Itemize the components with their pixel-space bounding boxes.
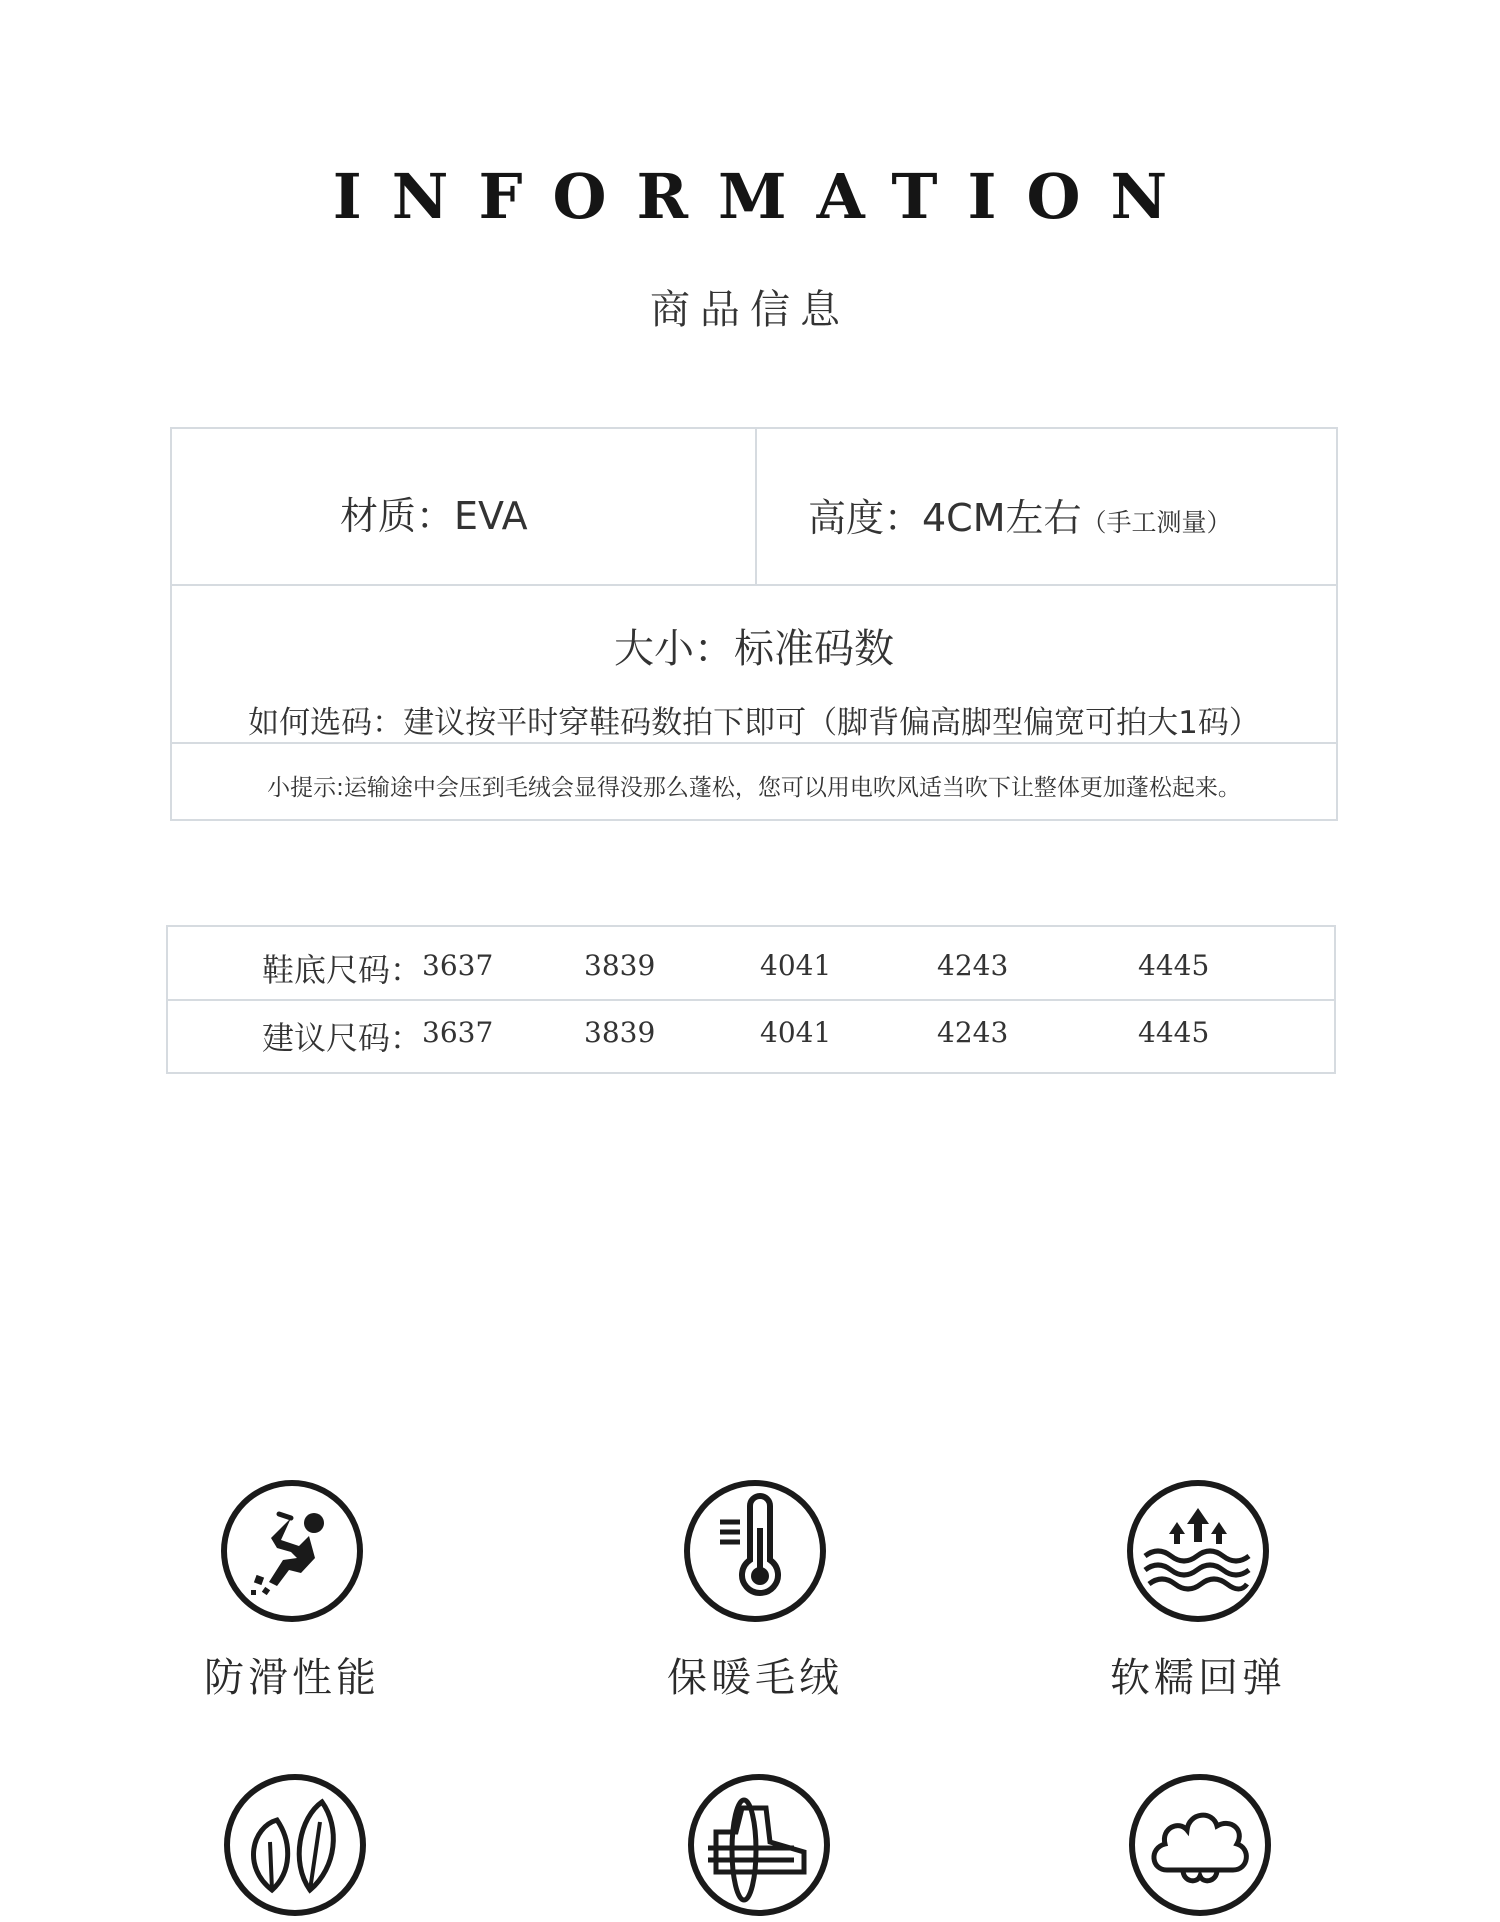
feature-soft-rebound bbox=[1048, 1478, 1348, 1703]
how-to-choose-text: 如何选码：建议按平时穿鞋码数拍下即可（脚背偏高脚型偏宽可拍大1码） bbox=[248, 705, 1260, 741]
row-label: 建议尺码： bbox=[262, 1019, 423, 1057]
divider bbox=[172, 584, 1336, 586]
size-value: 4445 bbox=[1138, 1016, 1210, 1049]
feature-shoe bbox=[686, 1772, 832, 1922]
size-value: 4243 bbox=[937, 1016, 1009, 1049]
size-text: 大小：标准码数 bbox=[614, 626, 894, 672]
size-value: 3637 bbox=[422, 949, 494, 982]
size-value: 3637 bbox=[422, 1016, 494, 1049]
feature-cloud-soft bbox=[1127, 1772, 1273, 1922]
feature-warm-plush bbox=[605, 1478, 905, 1703]
divider bbox=[168, 999, 1334, 1001]
feature-label: 防滑性能 bbox=[204, 1655, 380, 1701]
cloud-icon bbox=[1127, 1772, 1273, 1918]
thermometer-icon bbox=[682, 1478, 828, 1624]
shoe-icon bbox=[686, 1772, 832, 1918]
size-value: 4243 bbox=[937, 949, 1009, 982]
height-note: （手工测量） bbox=[1081, 508, 1232, 537]
feature-label: 保暖毛绒 bbox=[667, 1655, 843, 1701]
page-subtitle: 商品信息 bbox=[650, 287, 850, 333]
feature-anti-slip bbox=[142, 1478, 442, 1703]
divider bbox=[755, 429, 757, 586]
feature-eco bbox=[222, 1772, 368, 1922]
size-table bbox=[166, 925, 1336, 1074]
leaf-icon bbox=[222, 1772, 368, 1918]
size-value: 4445 bbox=[1138, 949, 1210, 982]
row-label: 鞋底尺码： bbox=[262, 951, 423, 989]
size-value: 4041 bbox=[760, 1016, 832, 1049]
material-text: 材质：EVA bbox=[340, 494, 528, 538]
page-title: INFORMATION bbox=[332, 160, 1198, 233]
feature-label: 软糯回弹 bbox=[1110, 1655, 1286, 1701]
size-value: 3839 bbox=[584, 1016, 656, 1049]
tip-text: 小提示:运输途中会压到毛绒会显得没那么蓬松，您可以用电吹风适当吹下让整体更加蓬松起来。 bbox=[267, 775, 1241, 801]
rebound-arrows-icon bbox=[1125, 1478, 1271, 1624]
divider bbox=[172, 742, 1336, 744]
slip-resistant-icon bbox=[219, 1478, 365, 1624]
height-text: 高度：4CM左右（手工测量） bbox=[808, 496, 1232, 540]
product-info-table bbox=[170, 427, 1338, 821]
size-value: 4041 bbox=[760, 949, 832, 982]
size-value: 3839 bbox=[584, 949, 656, 982]
